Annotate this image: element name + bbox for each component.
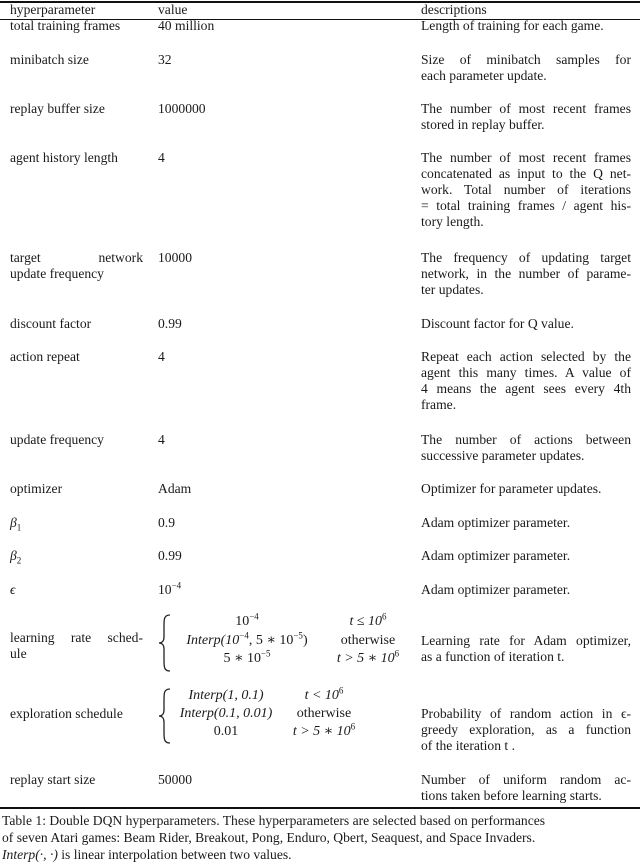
param-value: $10^{-4}$: [158, 580, 182, 597]
param-name: $\beta_1$: [10, 515, 22, 533]
piece-value: 5 ∗ $10^{-5}$: [223, 648, 271, 666]
piece-value: $Interp(10^{-4}$, 5 ∗ $10^{-5}$): [186, 630, 308, 648]
param-name: $\beta_2$: [10, 548, 22, 566]
param-value: 32: [158, 52, 172, 67]
param-description: Length of training for each game.: [421, 18, 604, 33]
param-value: 1000000: [158, 101, 206, 116]
param-name: optimizer: [10, 481, 63, 496]
header-value: value: [158, 2, 188, 17]
piece-condition: t > 5 ∗ $10^6$: [336, 648, 400, 666]
param-description: Size of minibatch samples for each parameter update.: [421, 52, 631, 83]
piece-condition: otherwise: [296, 706, 352, 721]
header-descriptions: descriptions: [421, 2, 487, 17]
param-description: Adam optimizer parameter.: [421, 515, 571, 530]
param-name: agent history length: [10, 150, 118, 165]
piece-condition: t > 5 ∗ $10^6$: [292, 721, 356, 739]
param-name: minibatch size: [10, 52, 89, 67]
param-value: 0.9: [158, 515, 175, 530]
piece-condition: otherwise: [340, 633, 396, 648]
param-description: Number of uniform random ac- tions taken before learning starts.: [421, 772, 631, 803]
param-description: The frequency of updating target network, in the number of parame- ter updates.: [421, 250, 631, 297]
param-description: The number of most recent frames stored in replay buffer.: [421, 101, 631, 132]
learning-rate-piecewise: [158, 611, 408, 672]
param-value: 4: [158, 432, 165, 447]
param-description: Repeat each action selected by the agent this many times. A value of 4 means the agent sees every 4th frame.: [421, 349, 631, 412]
param-name: replay start size: [10, 772, 96, 787]
table-top-rule: [0, 1, 640, 3]
table-bottom-rule: [0, 807, 640, 809]
param-name: replay buffer size: [10, 101, 105, 116]
param-value: 10000: [158, 250, 192, 265]
param-value: 0.99: [158, 316, 182, 331]
param-name: exploration schedule: [10, 706, 123, 721]
piece-condition: $t \le 10^6$: [349, 611, 387, 629]
left-brace-icon: [158, 688, 172, 744]
piece-condition: $t < 10^6$: [304, 685, 344, 703]
param-description: Discount factor for Q value.: [421, 316, 574, 331]
param-description: The number of actions between successive parameter updates.: [421, 432, 631, 463]
piece-value: $10^{-4}$: [235, 611, 259, 629]
param-name: total training frames: [10, 18, 121, 33]
param-name: action repeat: [10, 349, 80, 364]
param-description: Probability of random action in ϵ- greedy exploration, as a function of the iteration t .: [421, 706, 631, 753]
param-name: discount factor: [10, 316, 92, 331]
param-name: target network update frequency: [10, 250, 143, 281]
header-hyperparameter: hyperparameter: [10, 2, 96, 17]
param-value: 0.99: [158, 548, 182, 563]
param-description: Optimizer for parameter updates.: [421, 481, 602, 496]
piece-value: 0.01: [213, 724, 239, 739]
param-description: Adam optimizer parameter.: [421, 582, 571, 597]
exploration-piecewise: [158, 685, 378, 744]
param-value: Adam: [158, 481, 192, 496]
param-value: 4: [158, 150, 165, 165]
param-description: Adam optimizer parameter.: [421, 548, 571, 563]
param-value: 40 million: [158, 18, 215, 33]
piece-value: Interp(1, 0.1): [188, 688, 264, 703]
param-value: 50000: [158, 772, 192, 787]
left-brace-icon: [158, 614, 172, 672]
param-name: ϵ: [10, 582, 16, 597]
param-name: learning rate sched- ule: [10, 630, 143, 661]
param-name: update frequency: [10, 432, 104, 447]
param-description: The number of most recent frames concatenated as input to the Q net- work. Total number of iterations = total training frames / agent his- tory length.: [421, 150, 631, 229]
param-description: Learning rate for Adam optimizer, as a function of iteration t.: [421, 633, 631, 664]
param-value: 4: [158, 349, 165, 364]
table-caption: Table 1: Double DQN hyperparameters. These hyperparameters are selected based on performances of seven Atari games: Beam Rider, Breakout, Pong, Enduro, Qbert, Seaquest, and Space Invaders. Interp(·, ·) is linear interpolation between two values.: [2, 813, 546, 862]
piece-value: Interp(0.1, 0.01): [179, 706, 273, 721]
